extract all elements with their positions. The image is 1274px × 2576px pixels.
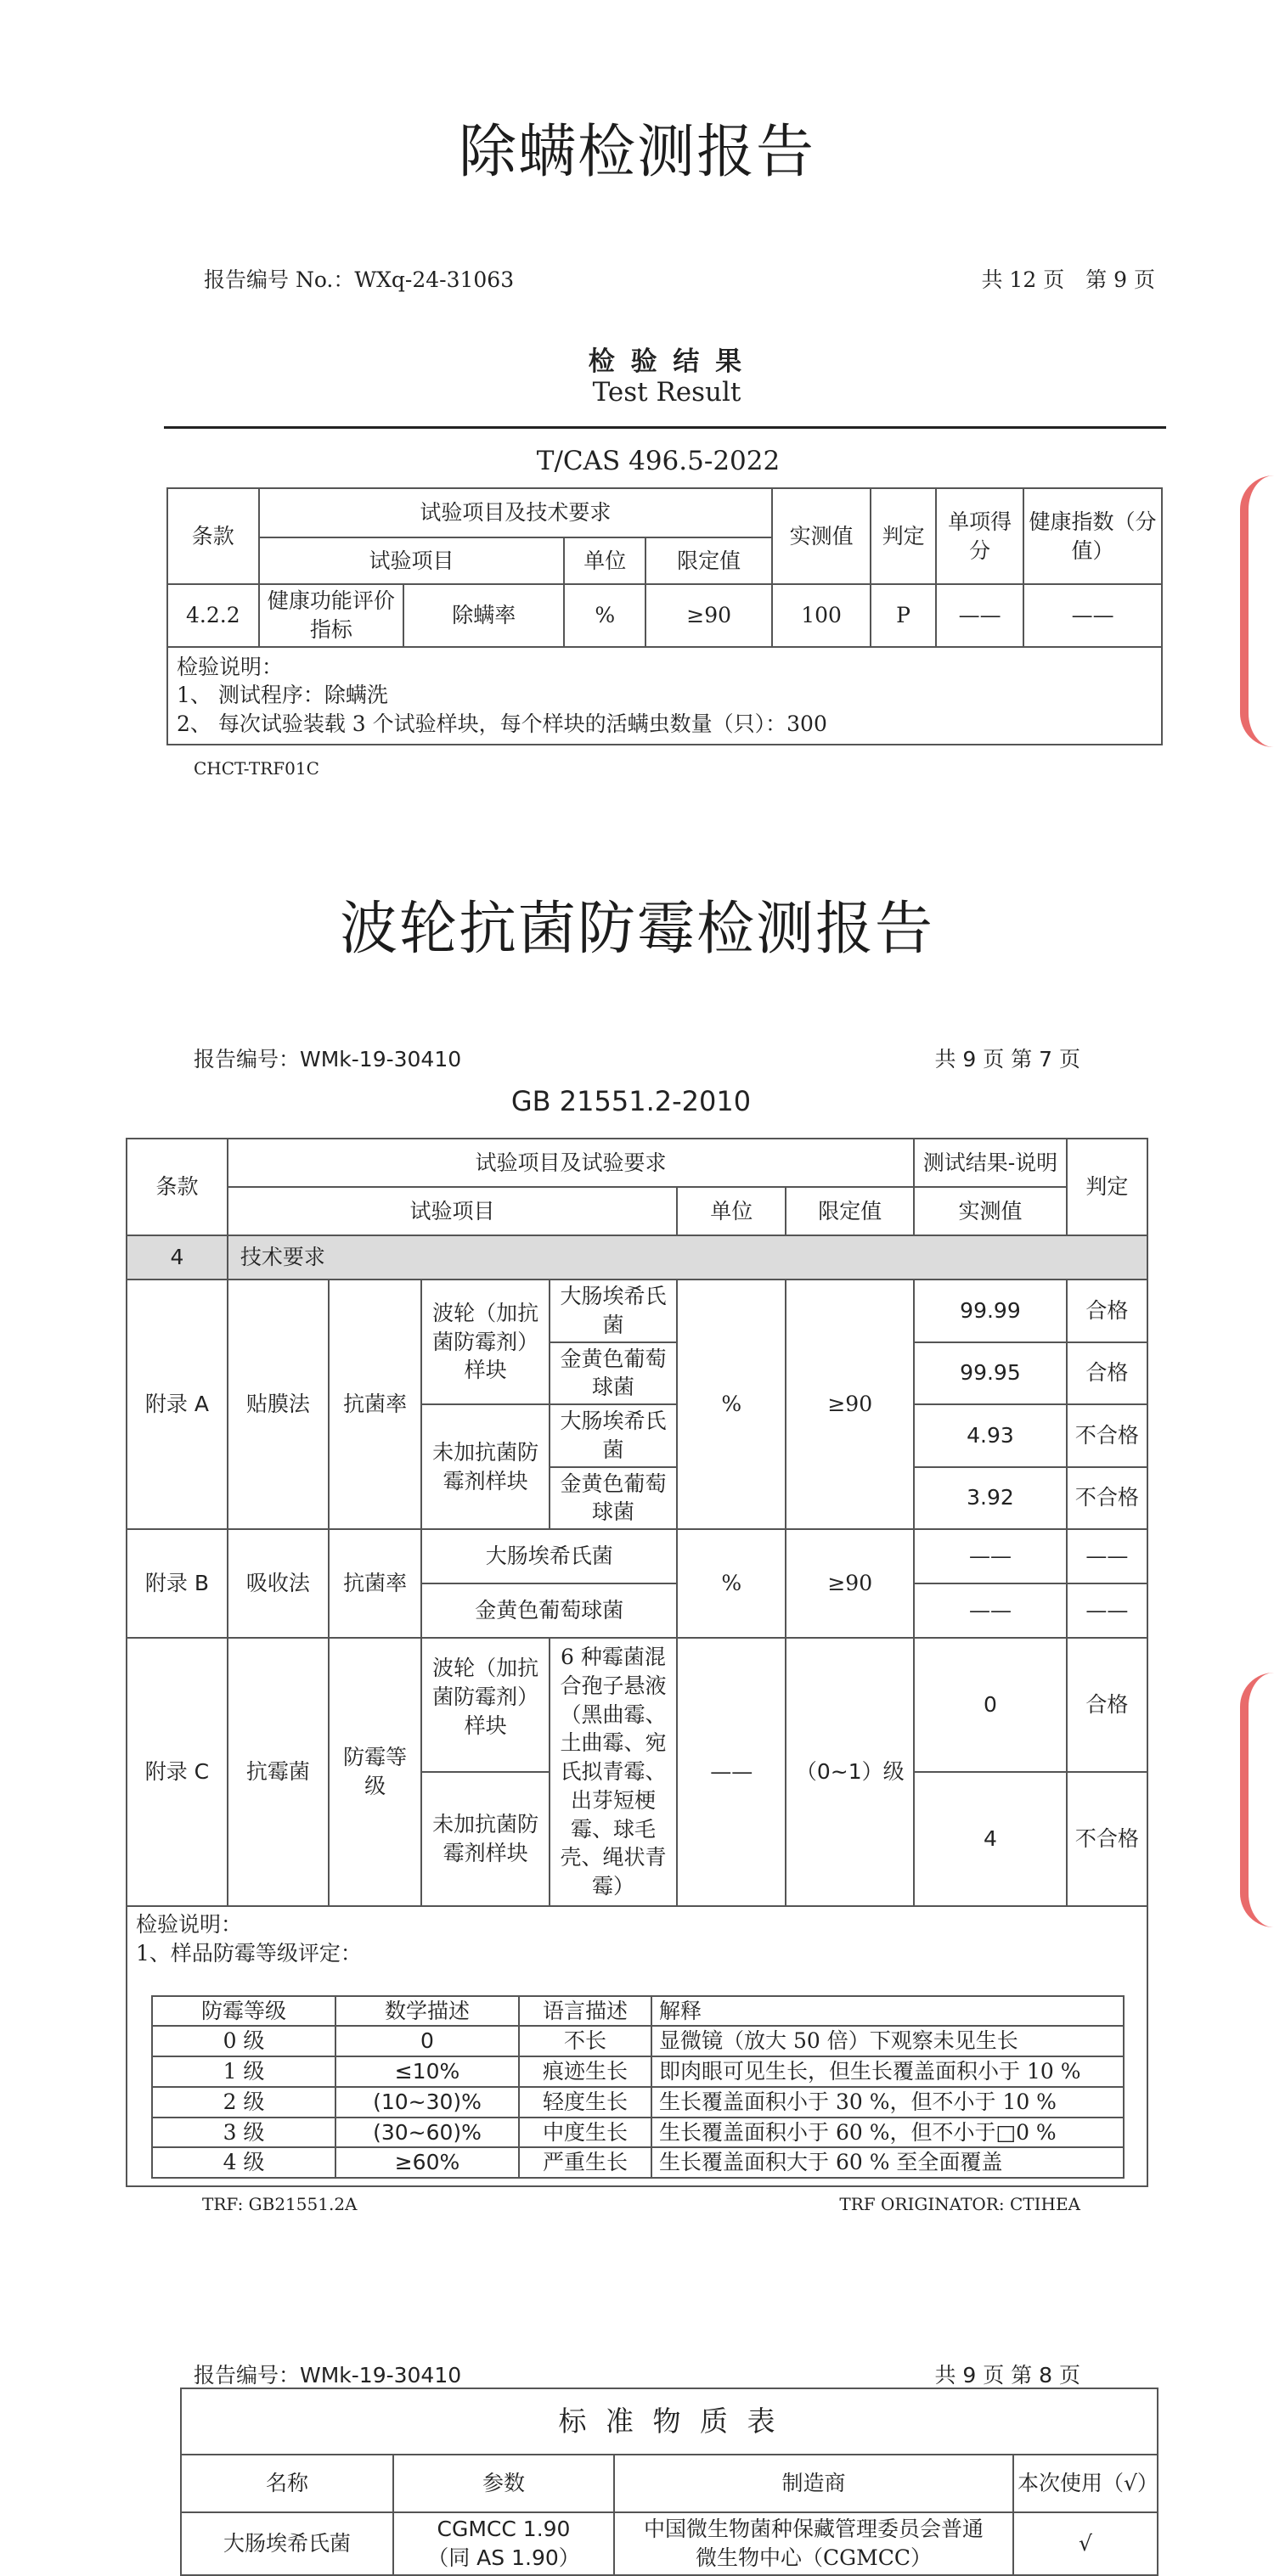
grade-cell: 痕迹生长 xyxy=(519,2056,651,2087)
a-judge-3: 不合格 xyxy=(1067,1404,1147,1467)
col-score: 单项得分 xyxy=(936,488,1023,584)
report3-material-table xyxy=(180,2388,1158,2576)
a-bac1: 大肠埃希氏菌 xyxy=(550,1280,677,1342)
b-value-2: —— xyxy=(914,1583,1067,1638)
c-limit: （0~1）级 xyxy=(786,1638,914,1906)
grade-cell: 3 级 xyxy=(152,2118,335,2148)
grade-cell: 严重生长 xyxy=(519,2147,651,2178)
a-value-3: 4.93 xyxy=(914,1404,1067,1467)
section-row xyxy=(127,1235,1147,1280)
col-item: 试验项目 xyxy=(259,537,565,584)
c-item: 防霉等级 xyxy=(329,1638,422,1906)
table-row xyxy=(152,2118,1124,2148)
cell-category: 健康功能评价指标 xyxy=(259,584,404,647)
c-sample1: 波轮（加抗菌防霉剂）样块 xyxy=(421,1638,549,1772)
a-bac2: 金黄色葡萄球菌 xyxy=(550,1342,677,1405)
cell-maker-line: 中国微生物菌种保藏管理委员会普通 xyxy=(643,2517,984,2541)
section-label: 技术要求 xyxy=(228,1235,1147,1280)
a-limit: ≥90 xyxy=(786,1280,914,1529)
a-sample1: 波轮（加抗菌防霉剂）样块 xyxy=(421,1280,549,1404)
grade-cell: 生长覆盖面积大于 60 % 至全面覆盖 xyxy=(651,2147,1124,2178)
cell-name: 大肠埃希氏菌 xyxy=(181,2512,393,2575)
grade-cell: 4 级 xyxy=(152,2147,335,2178)
col-result-note: 测试结果-说明 xyxy=(914,1139,1067,1187)
cell-param-line: CGMCC 1.90 xyxy=(437,2517,571,2541)
b-limit: ≥90 xyxy=(786,1529,914,1638)
result-heading-cn: 检 验 结 果 xyxy=(588,346,746,377)
col-limit: 限定值 xyxy=(645,537,772,584)
a-judge-4: 不合格 xyxy=(1067,1467,1147,1530)
report2-page-info: 共 9 页 第 7 页 xyxy=(934,1047,1080,1071)
grade-cell: 2 级 xyxy=(152,2087,335,2118)
col-measured: 实测值 xyxy=(914,1187,1067,1235)
report1-footer-code: CHCT-TRF01C xyxy=(194,758,319,779)
c-unit: —— xyxy=(677,1638,786,1906)
grade-cell: 生长覆盖面积小于 60 %，但不小于□0 % xyxy=(651,2118,1124,2148)
grade-cell: (10~30)% xyxy=(335,2087,519,2118)
stamp-mark xyxy=(1240,1673,1274,1927)
a-method: 贴膜法 xyxy=(228,1280,329,1529)
b-judge-2: —— xyxy=(1067,1583,1147,1638)
col-unit: 单位 xyxy=(677,1187,786,1235)
report2-result-table xyxy=(126,1138,1148,2187)
note-line: 1、 测试程序：除螨洗 xyxy=(177,683,388,708)
a-value-2: 99.95 xyxy=(914,1342,1067,1405)
c-clause: 附录 C xyxy=(127,1638,228,1906)
table-row xyxy=(152,2056,1124,2087)
grade-cell: 即肉眼可见生长，但生长覆盖面积小于 10 % xyxy=(651,2056,1124,2087)
report1-report-no: 报告编号 No.：WXq-24-31063 xyxy=(204,267,515,292)
b-unit: % xyxy=(677,1529,786,1638)
b-judge-1: —— xyxy=(1067,1529,1147,1583)
col-maker: 制造商 xyxy=(614,2455,1013,2512)
cell-health: —— xyxy=(1023,584,1162,647)
grade-cell: ≤10% xyxy=(335,2056,519,2087)
table-row xyxy=(152,2147,1124,2178)
result-heading-en: Test Result xyxy=(592,377,741,408)
note-title: 检验说明： xyxy=(136,1912,243,1937)
grade-cell: 显微镜（放大 50 倍）下观察未见生长 xyxy=(651,2026,1124,2056)
col-items-req: 试验项目及试验要求 xyxy=(228,1139,914,1187)
table-row xyxy=(167,584,1162,647)
material-table-title: 标 准 物 质 表 xyxy=(181,2388,1158,2455)
cell-used: √ xyxy=(1013,2512,1158,2575)
grade-cell: 0 级 xyxy=(152,2026,335,2056)
grade-header: 数学描述 xyxy=(335,1996,519,2027)
c-value-1: 0 xyxy=(914,1638,1067,1772)
note-title: 检验说明： xyxy=(177,654,284,679)
b-clause: 附录 B xyxy=(127,1529,228,1638)
cell-limit: ≥90 xyxy=(645,584,772,647)
report1-page-info: 共 12 页 第 9 页 xyxy=(981,267,1155,292)
grade-header: 语言描述 xyxy=(519,1996,651,2027)
cell-unit: % xyxy=(564,584,645,647)
grade-cell: ≥60% xyxy=(335,2147,519,2178)
a-judge-2: 合格 xyxy=(1067,1342,1147,1405)
table-row xyxy=(127,1280,1147,1342)
report2-footer-right: TRF ORIGINATOR: CTIHEA xyxy=(839,2194,1080,2214)
a-item: 抗菌率 xyxy=(329,1280,422,1529)
grade-table xyxy=(151,1995,1125,2179)
grade-cell: 中度生长 xyxy=(519,2118,651,2148)
b-bac2: 金黄色葡萄球菌 xyxy=(421,1583,677,1638)
table-row xyxy=(152,2026,1124,2056)
report2-notes xyxy=(127,1906,1147,2186)
report2-report-no: 报告编号：WMk-19-30410 xyxy=(194,1047,462,1071)
b-item: 抗菌率 xyxy=(329,1529,422,1638)
col-clause: 条款 xyxy=(127,1139,228,1235)
cell-maker xyxy=(614,2512,1013,2575)
grade-cell: 0 xyxy=(335,2026,519,2056)
report1-standard: T/CAS 496.5-2022 xyxy=(536,446,781,476)
grade-cell: 1 级 xyxy=(152,2056,335,2087)
cell-measured: 100 xyxy=(772,584,871,647)
col-limit: 限定值 xyxy=(786,1187,914,1235)
col-item: 试验项目 xyxy=(228,1187,677,1235)
col-param: 参数 xyxy=(393,2455,614,2512)
cell-judge: P xyxy=(871,584,936,647)
col-name: 名称 xyxy=(181,2455,393,2512)
table-row xyxy=(127,1529,1147,1583)
a-bac1b: 大肠埃希氏菌 xyxy=(550,1404,677,1467)
grade-cell: 生长覆盖面积小于 30 %，但不小于 10 % xyxy=(651,2087,1124,2118)
report1-result-table xyxy=(166,487,1163,745)
c-method: 抗霉菌 xyxy=(228,1638,329,1906)
grade-cell: (30~60)% xyxy=(335,2118,519,2148)
report1-title: 除螨检测报告 xyxy=(458,119,815,186)
table-row xyxy=(127,1638,1147,1772)
cell-maker-line: 微生物中心（CGMCC） xyxy=(696,2545,932,2570)
grade-cell: 轻度生长 xyxy=(519,2087,651,2118)
a-unit: % xyxy=(677,1280,786,1529)
c-value-2: 4 xyxy=(914,1772,1067,1906)
a-sample2: 未加抗菌防霉剂样块 xyxy=(421,1404,549,1529)
note-line: 2、 每次试验装载 3 个试验样块，每个样块的活螨虫数量（只）：300 xyxy=(177,711,827,736)
report1-notes xyxy=(167,647,1162,745)
stamp-mark xyxy=(1240,475,1274,747)
a-clause: 附录 A xyxy=(127,1280,228,1529)
grade-header: 解释 xyxy=(651,1996,1124,2027)
c-judge-1: 合格 xyxy=(1067,1638,1147,1772)
col-judge: 判定 xyxy=(1067,1139,1147,1235)
table-row xyxy=(152,2087,1124,2118)
b-method: 吸收法 xyxy=(228,1529,329,1638)
b-value-1: —— xyxy=(914,1529,1067,1583)
col-measured: 实测值 xyxy=(772,488,871,584)
report2-footer-left: TRF: GB21551.2A xyxy=(202,2194,358,2214)
report2-title: 波轮抗菌防霉检测报告 xyxy=(339,896,934,963)
cell-item: 除螨率 xyxy=(403,584,564,647)
section-no: 4 xyxy=(127,1235,228,1280)
grade-cell: 不长 xyxy=(519,2026,651,2056)
col-items-req: 试验项目及技术要求 xyxy=(259,488,773,537)
report3-report-no: 报告编号：WMk-19-30410 xyxy=(194,2363,462,2388)
c-mold: 6 种霉菌混合孢子悬液（黑曲霉、土曲霉、宛氏拟青霉、出芽短梗霉、球毛壳、绳状青霉） xyxy=(550,1638,677,1906)
b-bac1: 大肠埃希氏菌 xyxy=(421,1529,677,1583)
col-clause: 条款 xyxy=(167,488,259,584)
col-health: 健康指数（分值） xyxy=(1023,488,1162,584)
note-line: 1、样品防霉等级评定： xyxy=(136,1940,362,1966)
cell-clause: 4.2.2 xyxy=(167,584,259,647)
a-value-1: 99.99 xyxy=(914,1280,1067,1342)
heading-rule xyxy=(164,426,1166,429)
table-row xyxy=(181,2512,1158,2575)
report2-standard: GB 21551.2-2010 xyxy=(510,1085,752,1117)
cell-param xyxy=(393,2512,614,2575)
c-judge-2: 不合格 xyxy=(1067,1772,1147,1906)
a-value-4: 3.92 xyxy=(914,1467,1067,1530)
col-judge: 判定 xyxy=(871,488,936,584)
grade-header: 防霉等级 xyxy=(152,1996,335,2027)
col-unit: 单位 xyxy=(564,537,645,584)
cell-param-line: （同 AS 1.90） xyxy=(427,2545,580,2570)
a-judge-1: 合格 xyxy=(1067,1280,1147,1342)
a-bac2b: 金黄色葡萄球菌 xyxy=(550,1467,677,1530)
report3-page-info: 共 9 页 第 8 页 xyxy=(934,2363,1080,2388)
col-used: 本次使用（√） xyxy=(1013,2455,1158,2512)
cell-score: —— xyxy=(936,584,1023,647)
c-sample2: 未加抗菌防霉剂样块 xyxy=(421,1772,549,1906)
